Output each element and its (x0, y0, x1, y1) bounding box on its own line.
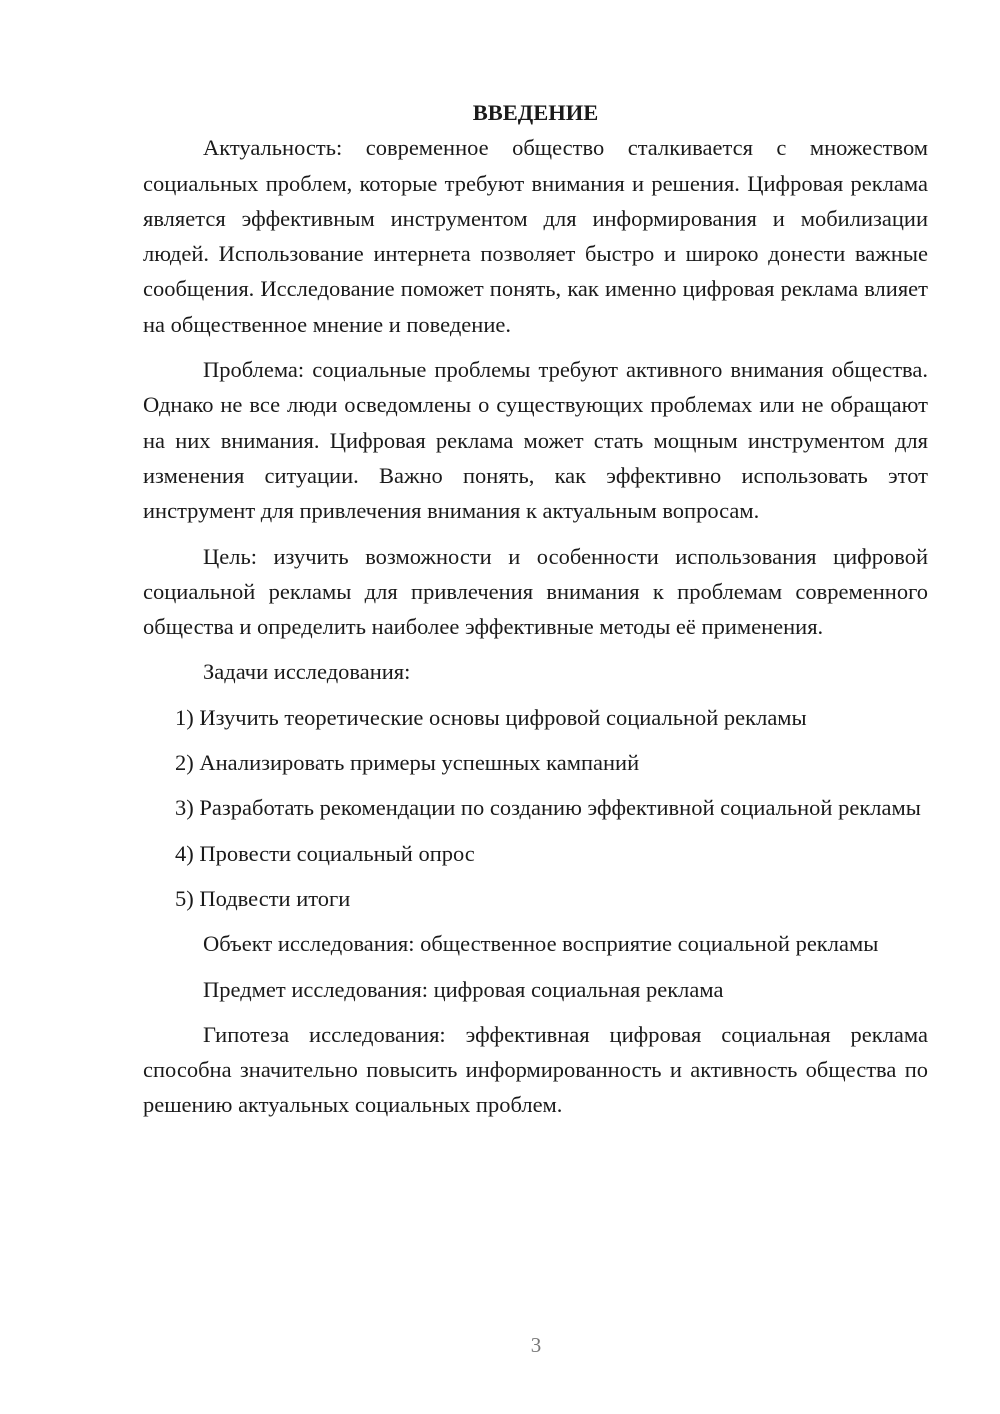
task-item-3: 3) Разработать рекомендации по созданию эффективной социальной рекламы (175, 795, 921, 821)
task-item-4: 4) Провести социальный опрос (175, 840, 475, 866)
page-title: ВВЕДЕНИЕ (472, 100, 599, 125)
object-paragraph: Объект исследования: общественное восприятие социальной рекламы (203, 931, 879, 957)
problem-paragraph: Проблема: социальные проблемы требуют активного внимания общества. Однако не все люди осведомлены о существующих проблемах или не обращают на них внимания. Цифровая реклама может стать мощным инструментом для изменения ситуации. Важно понять, как эффективно использовать этот инструмент для привлечения внимания к актуальным вопросам. (143, 357, 928, 524)
relevance-paragraph: Актуальность: современное общество сталкивается с множеством социальных проблем, которые требуют внимания и решения. Цифровая реклама является эффективным инструментом для информирования и мобилизации людей. Использование интернета позволяет быстро и широко донести важные сообщения. Исследование поможет понять, как именно цифровая реклама влияет на общественное мнение и поведение. (143, 135, 928, 337)
task-item-1: 1) Изучить теоретические основы цифровой социальной рекламы (175, 704, 807, 730)
tasks-heading: Задачи исследования: (203, 659, 411, 685)
page-number: 3 (530, 1333, 542, 1357)
goal-paragraph: Цель: изучить возможности и особенности использования цифровой социальной рекламы для привлечения внимания к проблемам современного общества и определить наиболее эффективные методы её применения. (143, 543, 928, 640)
task-item-5: 5) Подвести итоги (175, 885, 351, 911)
subject-paragraph: Предмет исследования: цифровая социальная реклама (203, 976, 724, 1002)
page-content (143, 95, 928, 1133)
hypothesis-paragraph: Гипотеза исследования: эффективная цифровая социальная реклама способна значительно повысить информированность и активность общества по решению актуальных социальных проблем. (143, 1021, 928, 1118)
task-item-2: 2) Анализировать примеры успешных кампаний (175, 750, 640, 776)
